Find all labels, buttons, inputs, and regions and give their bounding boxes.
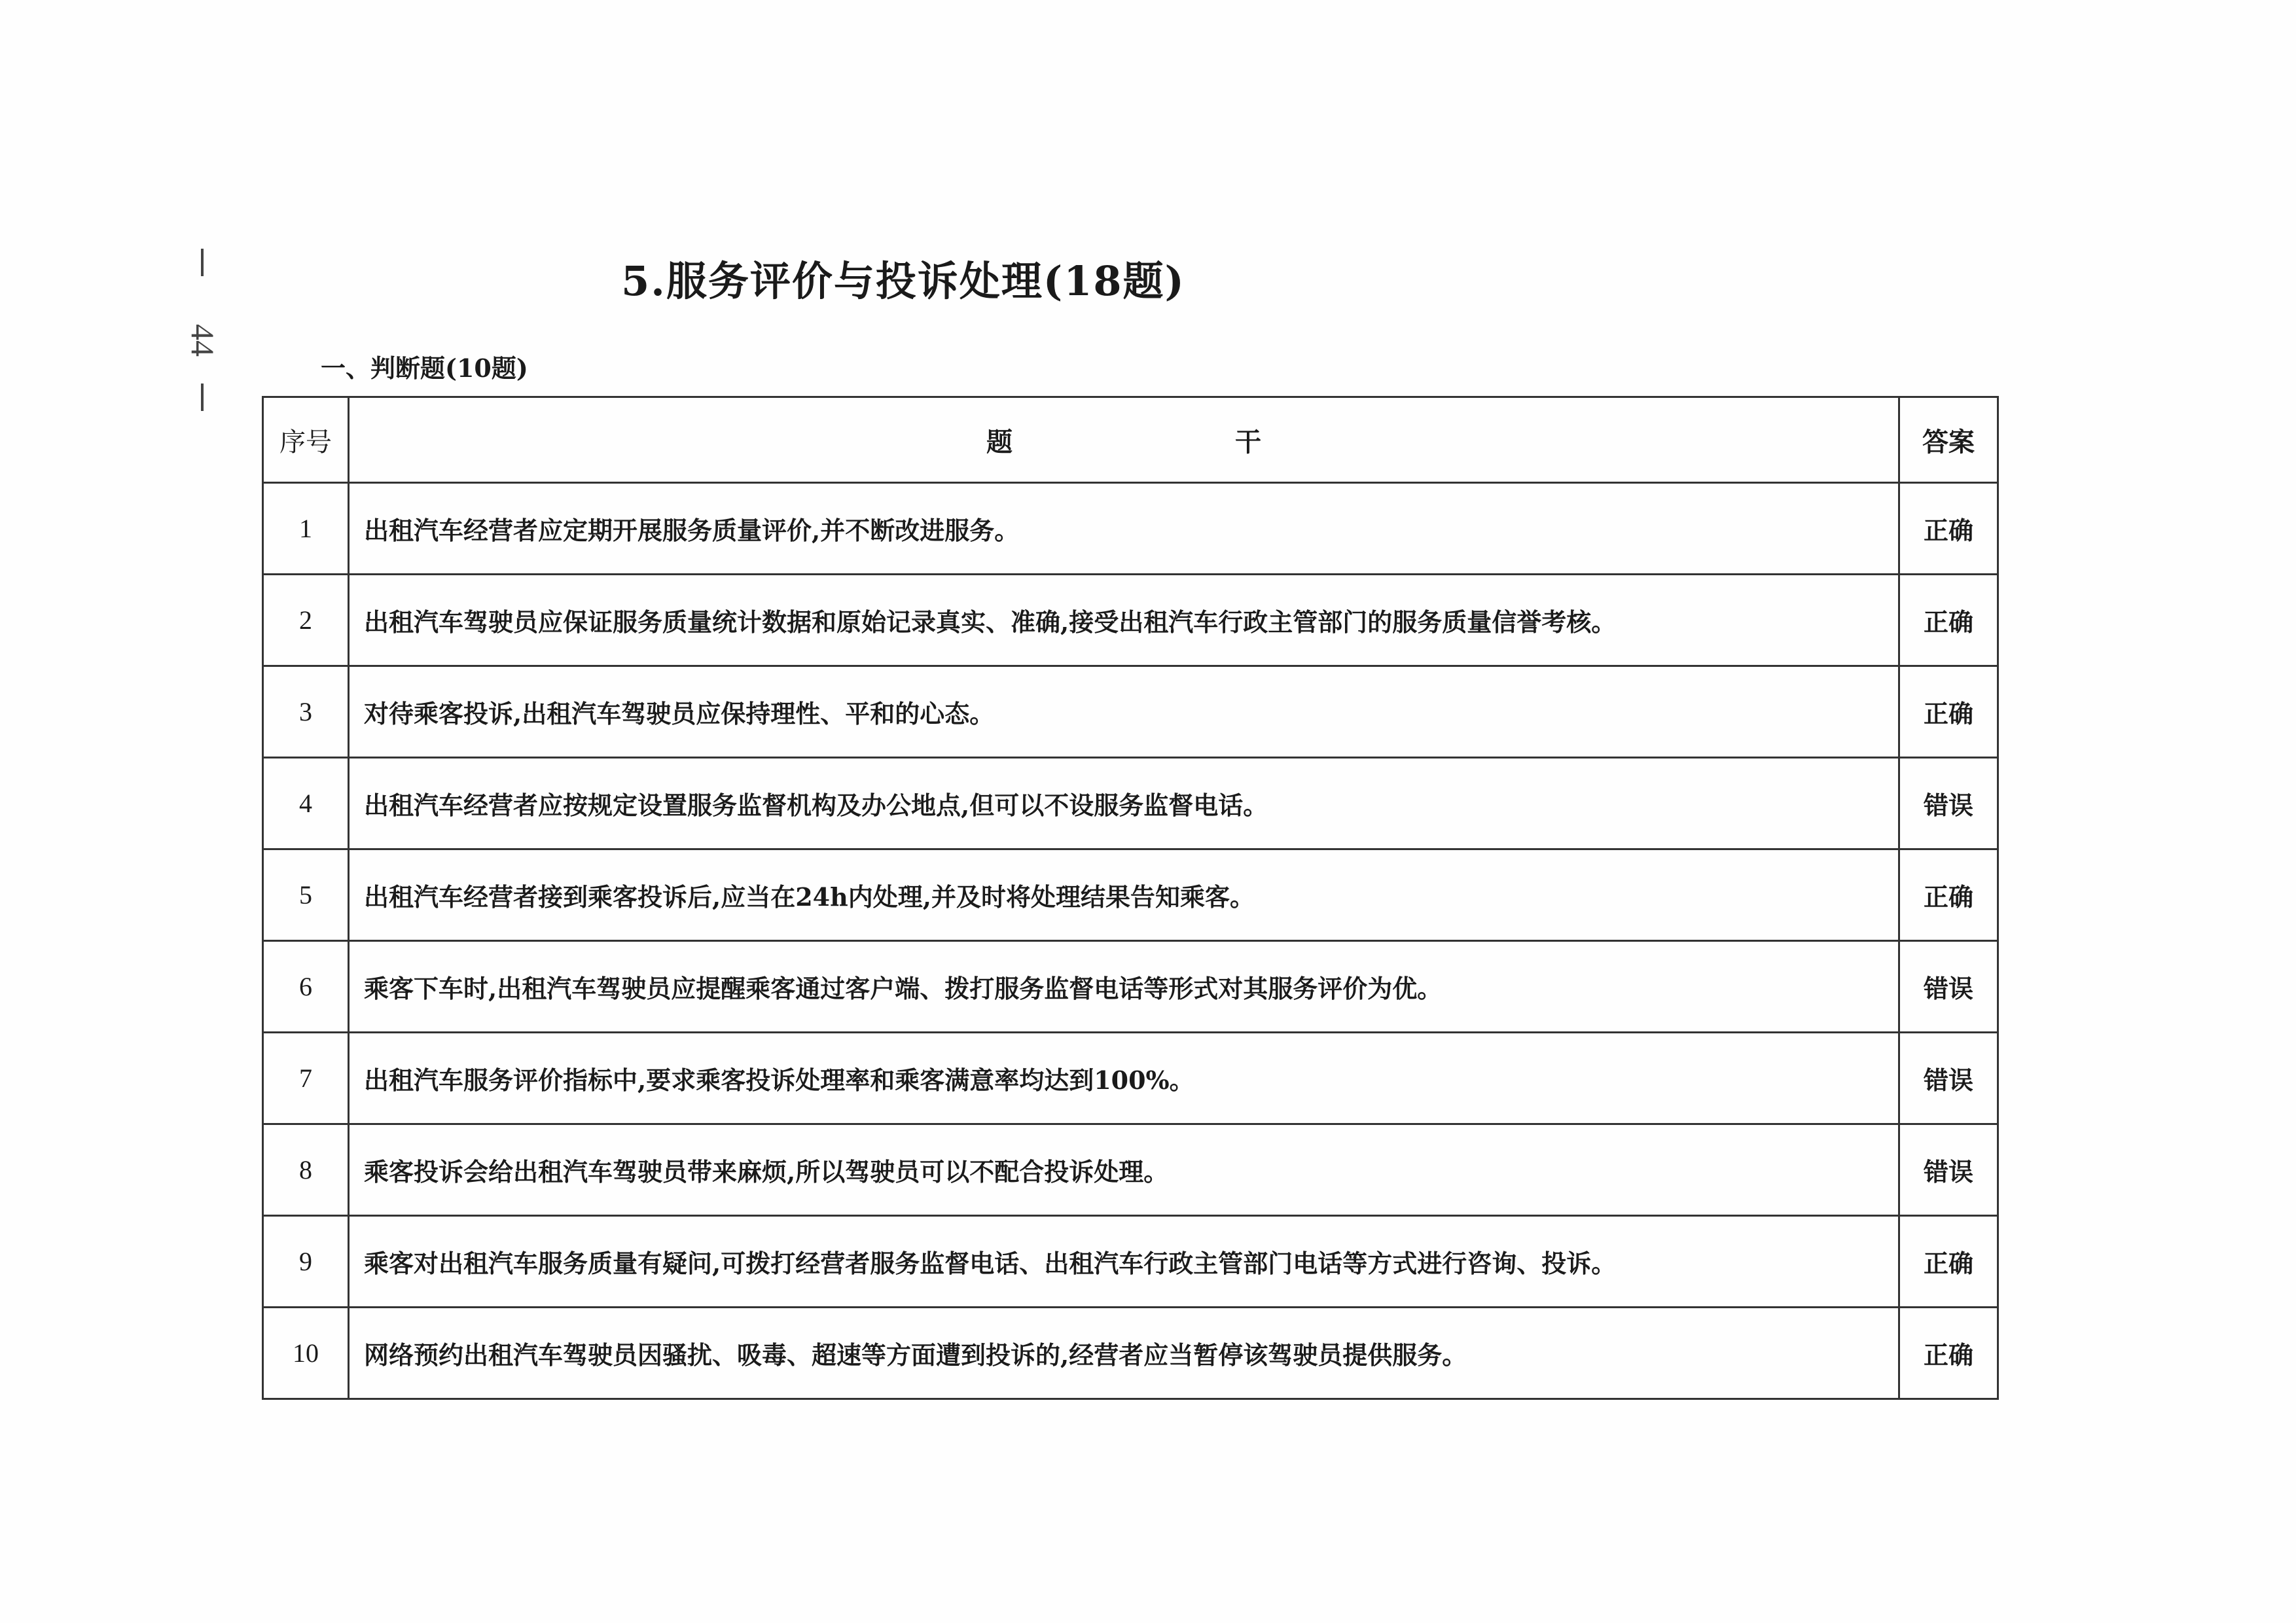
row-stem: 出租汽车经营者接到乘客投诉后,应当在24h内处理,并及时将处理结果告知乘客。 (349, 849, 1899, 941)
page-number: 44 (185, 324, 221, 357)
row-number: 1 (263, 483, 349, 575)
row-number: 6 (263, 941, 349, 1033)
table-row (263, 1033, 1998, 1124)
row-stem: 网络预约出租汽车驾驶员因骚扰、吸毒、超速等方面遭到投诉的,经营者应当暂停该驾驶员提供服务。 (349, 1308, 1899, 1399)
row-stem: 出租汽车驾驶员应保证服务质量统计数据和原始记录真实、准确,接受出租汽车行政主管部门的服务质量信誉考核。 (349, 575, 1899, 666)
header-stem-part1: 题 (986, 426, 1013, 457)
table-row (263, 666, 1998, 758)
row-stem: 乘客下车时,出租汽车驾驶员应提醒乘客通过客户端、拨打服务监督电话等形式对其服务评价为优。 (349, 941, 1899, 1033)
table-row (263, 483, 1998, 575)
row-answer: 错误 (1899, 1033, 1998, 1124)
row-stem: 出租汽车服务评价指标中,要求乘客投诉处理率和乘客满意率均达到100%。 (349, 1033, 1899, 1124)
row-answer: 正确 (1899, 666, 1998, 758)
header-stem-part2: 干 (1235, 426, 1261, 457)
table-row (263, 1216, 1998, 1308)
header-answer: 答案 (1899, 397, 1998, 483)
row-number: 3 (263, 666, 349, 758)
row-stem: 乘客投诉会给出租汽车驾驶员带来麻烦,所以驾驶员可以不配合投诉处理。 (349, 1124, 1899, 1216)
table-row (263, 1124, 1998, 1216)
row-number: 7 (263, 1033, 349, 1124)
row-answer: 正确 (1899, 849, 1998, 941)
header-number: 序号 (263, 397, 349, 483)
row-stem: 对待乘客投诉,出租汽车驾驶员应保持理性、平和的心态。 (349, 666, 1899, 758)
row-stem: 出租汽车经营者应定期开展服务质量评价,并不断改进服务。 (349, 483, 1899, 575)
table-header-row (263, 397, 1998, 483)
row-answer: 正确 (1899, 483, 1998, 575)
row-answer: 错误 (1899, 1124, 1998, 1216)
header-stem (349, 397, 1899, 483)
row-stem: 乘客对出租汽车服务质量有疑问,可拨打经营者服务监督电话、出租汽车行政主管部门电话等方式进行咨询、投诉。 (349, 1216, 1899, 1308)
table-row (263, 575, 1998, 666)
row-answer: 正确 (1899, 1216, 1998, 1308)
row-answer: 错误 (1899, 758, 1998, 849)
row-number: 2 (263, 575, 349, 666)
row-number: 10 (263, 1308, 349, 1399)
table-row (263, 849, 1998, 941)
page-number-dash-bottom (201, 383, 204, 411)
row-answer: 错误 (1899, 941, 1998, 1033)
table-row (263, 758, 1998, 849)
questions-table (262, 396, 1999, 1400)
section-heading: 一、判断题(10题) (321, 353, 528, 383)
row-answer: 正确 (1899, 575, 1998, 666)
row-stem: 出租汽车经营者应按规定设置服务监督机构及办公地点,但可以不设服务监督电话。 (349, 758, 1899, 849)
row-number: 9 (263, 1216, 349, 1308)
row-answer: 正确 (1899, 1308, 1998, 1399)
row-number: 4 (263, 758, 349, 849)
row-number: 8 (263, 1124, 349, 1216)
row-number: 5 (263, 849, 349, 941)
table-row (263, 941, 1998, 1033)
table-row (263, 1308, 1998, 1399)
page-title: 5.服务评价与投诉处理(18题) (621, 257, 1185, 305)
